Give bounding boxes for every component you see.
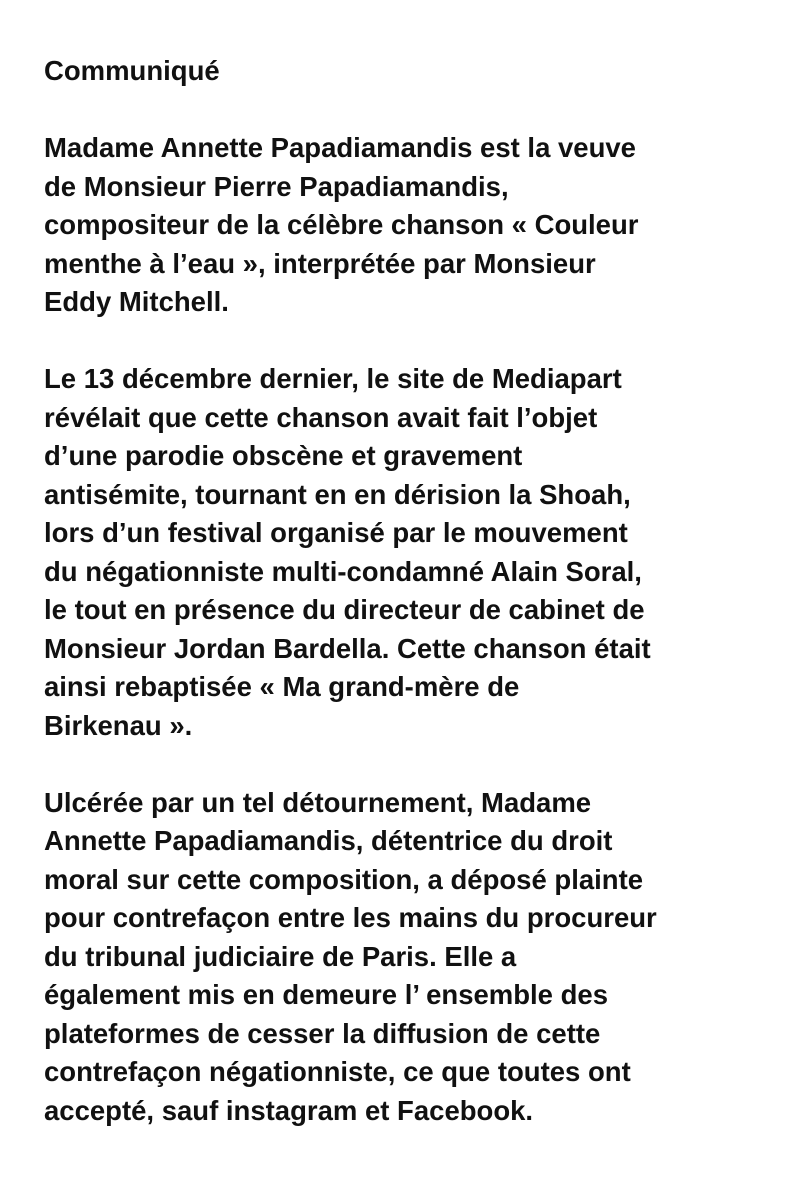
paragraph-3	[44, 784, 784, 1131]
paragraph-line: compositeur de la célèbre chanson « Couleur	[44, 209, 639, 240]
paragraph-line: Eddy Mitchell.	[44, 286, 229, 317]
paragraph-spacer	[44, 745, 784, 784]
paragraph-line: ainsi rebaptisée « Ma grand-mère de	[44, 671, 520, 702]
paragraph-line: du tribunal judiciaire de Paris. Elle a	[44, 940, 517, 972]
paragraph-spacer	[44, 91, 784, 130]
paragraph-line: menthe à l’eau », interprétée par Monsieur	[44, 247, 596, 279]
paragraph-line: également mis en demeure l’ ensemble des	[44, 979, 608, 1010]
document-title: Communiqué	[44, 55, 220, 86]
paragraph-line: Le 13 décembre dernier, le site de Mediapart	[44, 363, 622, 394]
paragraph-line: Ulcérée par un tel détournement, Madame	[44, 786, 592, 818]
paragraph-line: Monsieur Jordan Bardella. Cette chanson était	[44, 632, 651, 664]
paragraph-line: lors d’un festival organisé par le mouvement	[44, 517, 628, 548]
paragraph-line: Madame Annette Papadiamandis est la veuve	[44, 132, 636, 163]
paragraph-line: moral sur cette composition, a déposé plainte	[44, 863, 644, 895]
paragraph-line: d’une parodie obscène et gravement	[44, 440, 523, 471]
paragraph-line: Annette Papadiamandis, détentrice du droit	[44, 825, 613, 856]
paragraph-line: plateformes de cesser la diffusion de cette	[44, 1017, 601, 1049]
paragraph-line: accepté, sauf instagram et Facebook.	[44, 1094, 534, 1126]
paragraph-line: de Monsieur Pierre Papadiamandis,	[44, 170, 509, 202]
paragraph-line: révélait que cette chanson avait fait l’objet	[44, 401, 598, 433]
paragraph-line: Birkenau ».	[44, 709, 193, 741]
paragraph-line: le tout en présence du directeur de cabinet de	[44, 594, 645, 625]
paragraph-line: contrefaçon négationniste, ce que toutes ont	[44, 1056, 631, 1087]
paragraph-line: du négationniste multi-condamné Alain Soral,	[44, 555, 642, 587]
communique-text	[44, 52, 784, 1130]
paragraph-line: pour contrefaçon entre les mains du procureur	[44, 902, 657, 933]
paragraph-line: antisémite, tournant en en dérision la Shoah,	[44, 478, 631, 510]
paragraph-2	[44, 360, 784, 745]
paragraph-spacer	[44, 322, 784, 361]
paragraph-1	[44, 129, 784, 322]
